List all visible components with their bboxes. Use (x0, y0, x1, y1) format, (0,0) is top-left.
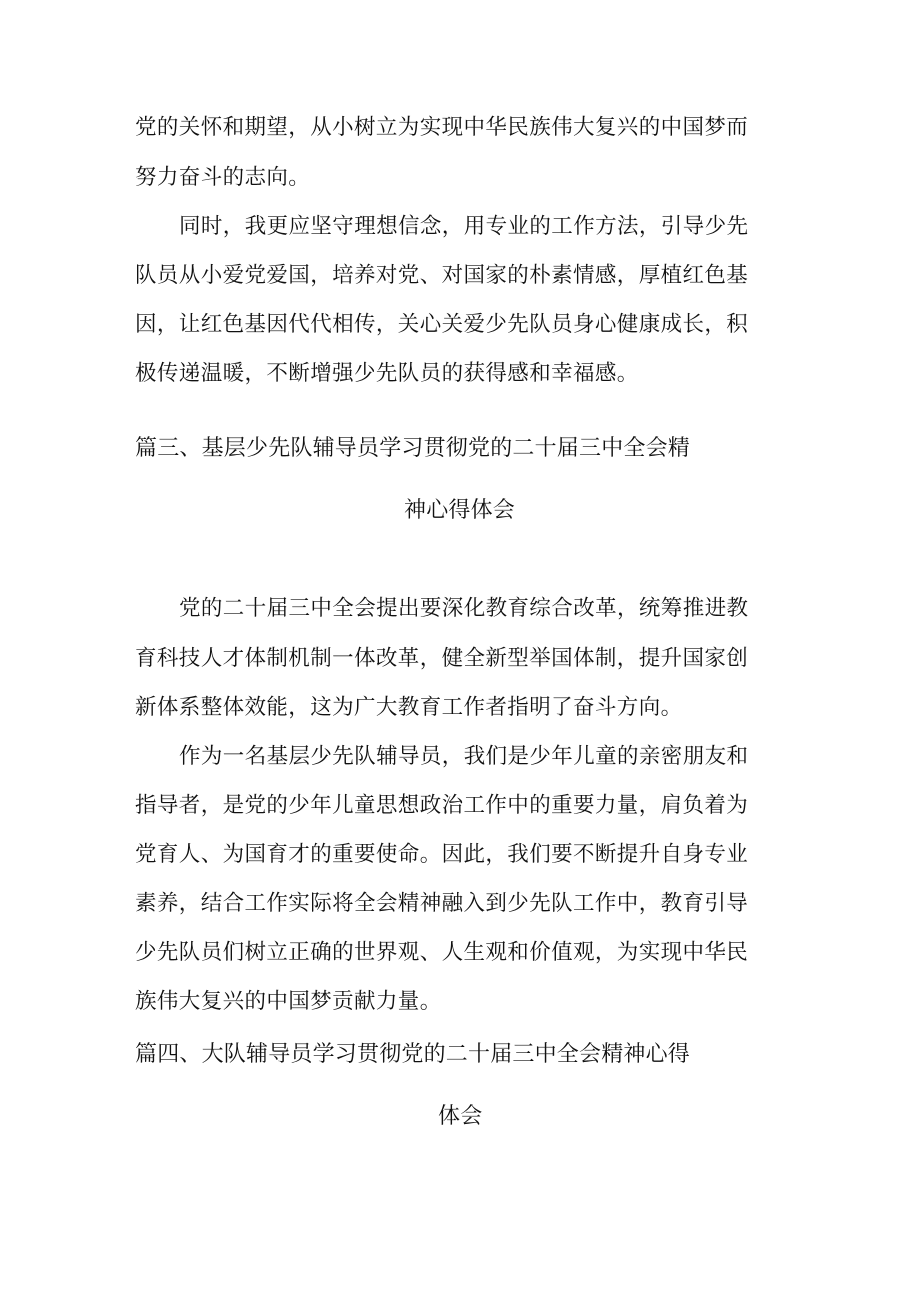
text-line: 族伟大复兴的中国梦贡献力量。 (135, 989, 442, 1014)
text-line: 努力奋斗的志向。 (135, 165, 311, 190)
text-line: 素养，结合工作实际将全会精神融入到少先队工作中，教育引导 (135, 891, 749, 916)
text-line: 党的关怀和期望，从小树立为实现中华民族伟大复兴的中国梦而 (135, 115, 749, 140)
text-line: 育科技人才体制机制一体改革，健全新型举国体制，提升国家创 (135, 646, 749, 671)
section-title: 篇三、基层少先队辅导员学习贯彻党的二十届三中全会精 (135, 436, 691, 461)
section-title-continued: 体会 (438, 1104, 483, 1129)
text-line: 指导者，是党的少年儿童思想政治工作中的重要力量，肩负着为 (135, 793, 749, 818)
text-line: 少先队员们树立正确的世界观、人生观和价值观，为实现中华民 (135, 940, 749, 965)
section-title-continued: 神心得体会 (404, 498, 516, 523)
text-line: 同时，我更应坚守理想信念，用专业的工作方法，引导少先 (179, 214, 749, 239)
text-line: 极传递温暖，不断增强少先队员的获得感和幸福感。 (135, 361, 639, 386)
text-line: 党的二十届三中全会提出要深化教育综合改革，统筹推进教 (179, 596, 749, 621)
text-line: 新体系整体效能，这为广大教育工作者指明了奋斗方向。 (135, 695, 683, 720)
text-line: 因，让红色基因代代相传，关心关爱少先队员身心健康成长，积 (135, 312, 749, 337)
text-line: 作为一名基层少先队辅导员，我们是少年儿童的亲密朋友和 (179, 744, 749, 769)
text-line: 党育人、为国育才的重要使命。因此，我们要不断提升自身专业 (135, 842, 749, 867)
section-title: 篇四、大队辅导员学习贯彻党的二十届三中全会精神心得 (135, 1042, 691, 1067)
text-line: 队员从小爱党爱国，培养对党、对国家的朴素情感，厚植红色基 (135, 263, 749, 288)
